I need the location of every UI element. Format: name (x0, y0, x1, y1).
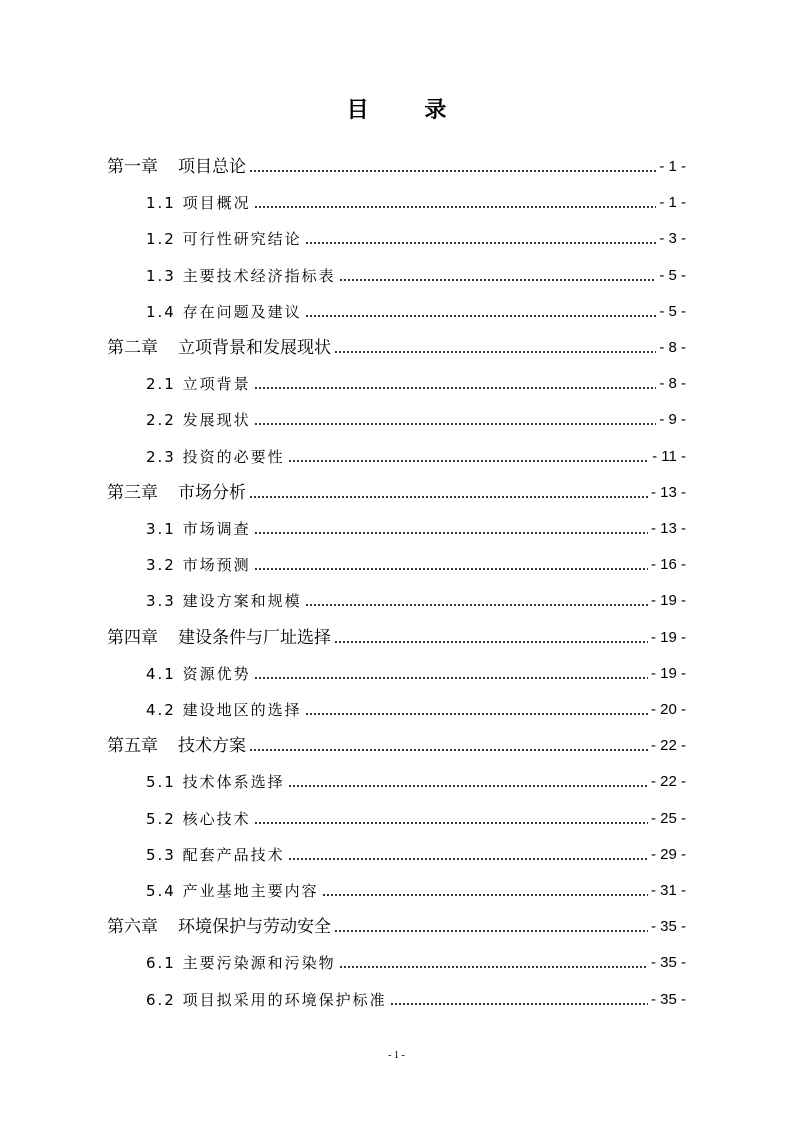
toc-chapter-number: 第三章 (107, 482, 158, 503)
toc-entry-label (107, 917, 331, 937)
toc-entry-label: 3.1 市场调查 (146, 520, 251, 538)
toc-entry-label: 1.4 存在问题及建议 (146, 302, 302, 321)
dot-leader (305, 713, 648, 715)
dot-leader (249, 749, 648, 751)
toc-chapter-entry[interactable] (107, 624, 686, 648)
dot-leader (288, 785, 648, 787)
toc-entry-label: 2.1 立项背景 (146, 375, 251, 394)
toc-section-entry[interactable] (146, 406, 686, 430)
toc-page-number: - 22 - (650, 773, 686, 791)
dot-leader (339, 279, 657, 281)
toc-entry-label: 6.1 主要污染源和污染物 (146, 954, 336, 973)
toc-page-number: - 1 - (659, 194, 686, 212)
toc-chapter-entry[interactable] (107, 334, 686, 358)
toc-section-entry[interactable] (146, 877, 686, 901)
toc-entry-label: 3.3 建设方案和规模 (146, 592, 302, 611)
toc-entry-label: 1.3 主要技术经济指标表 (146, 266, 336, 285)
toc-section-entry[interactable] (146, 696, 686, 720)
toc-page-number: - 8 - (659, 375, 686, 393)
toc-page-number: - 16 - (650, 556, 686, 574)
toc-section-entry[interactable] (146, 370, 686, 394)
toc-section-entry[interactable] (146, 515, 686, 539)
toc-page-number: - 29 - (650, 845, 686, 863)
toc-chapter-title: 建设条件与厂址选择 (178, 627, 331, 648)
dot-leader (254, 822, 648, 824)
toc-chapter-entry[interactable] (107, 913, 686, 937)
toc-page-number: - 5 - (659, 302, 686, 320)
toc-section-entry[interactable] (146, 587, 686, 611)
toc-section-entry[interactable] (146, 262, 686, 286)
toc-chapter-number: 第六章 (107, 917, 158, 938)
toc-chapter-number: 第一章 (107, 157, 158, 177)
toc-entry-label: 5.4 产业基地主要内容 (146, 882, 319, 900)
toc-chapter-title: 技术方案 (178, 736, 246, 757)
toc-section-entry[interactable] (146, 443, 686, 467)
toc-chapter-entry[interactable] (107, 479, 686, 503)
dot-leader (254, 532, 648, 534)
toc-section-entry[interactable] (146, 949, 686, 973)
toc-page-number: - 1 - (659, 158, 686, 175)
toc-section-entry[interactable] (146, 768, 686, 792)
toc-page-number: - 3 - (659, 230, 686, 248)
toc-page-number: - 35 - (650, 990, 686, 1008)
toc-section-entry[interactable] (146, 660, 686, 684)
toc-entry-label: 5.1 技术体系选择 (146, 773, 285, 792)
toc-section-entry[interactable] (146, 298, 686, 322)
toc-chapter-title: 项目总论 (178, 157, 246, 177)
toc-page-number: - 19 - (650, 592, 686, 610)
toc-page-number: - 8 - (659, 339, 686, 356)
toc-entry-label (107, 628, 331, 648)
toc-section-entry[interactable] (146, 841, 686, 865)
toc-chapter-number: 第五章 (107, 736, 158, 757)
toc-chapter-number: 第二章 (107, 338, 158, 358)
toc-page-number: - 25 - (650, 809, 686, 827)
toc-entry-label (107, 483, 246, 503)
toc-entry-label: 4.2 建设地区的选择 (146, 701, 302, 719)
dot-leader (288, 460, 649, 462)
toc-entry-label (107, 157, 246, 177)
toc-entry-label: 6.2 项目拟采用的环境保护标准 (146, 990, 387, 1009)
toc-section-entry[interactable] (146, 986, 686, 1010)
toc-entry-label: 4.1 资源优势 (146, 664, 251, 683)
page-number-footer: - 1 - (388, 1050, 405, 1061)
dot-leader (334, 641, 648, 643)
toc-chapter-title: 立项背景和发展现状 (178, 338, 331, 358)
toc-chapter-title: 环境保护与劳动安全 (178, 917, 331, 938)
toc-page-number: - 9 - (659, 411, 686, 429)
toc-chapter-title: 市场分析 (178, 482, 246, 503)
toc-page-number: - 11 - (652, 447, 686, 465)
dot-leader (334, 930, 648, 932)
toc-entry-label: 1.1 项目概况 (146, 194, 251, 213)
toc-chapter-entry[interactable] (107, 732, 686, 756)
dot-leader (254, 677, 648, 679)
toc-entry-label: 2.2 发展现状 (146, 411, 251, 430)
toc-page-number: - 22 - (650, 737, 686, 755)
toc-chapter-entry[interactable] (107, 153, 686, 177)
toc-entry-label: 3.2 市场预测 (146, 556, 251, 575)
toc-entry-label (107, 736, 246, 756)
toc-section-entry[interactable] (146, 805, 686, 829)
dot-leader (390, 1003, 648, 1005)
toc-entry-label: 1.2 可行性研究结论 (146, 230, 302, 249)
dot-leader (254, 387, 657, 389)
toc-page-number: - 19 - (650, 664, 686, 682)
toc-page-number: - 19 - (650, 628, 686, 646)
dot-leader (334, 351, 656, 353)
toc-entry-label (107, 338, 331, 358)
toc-page-number: - 35 - (650, 918, 686, 936)
toc-entry-label: 5.2 核心技术 (146, 809, 251, 828)
toc-section-entry[interactable] (146, 189, 686, 213)
dot-leader (339, 966, 648, 968)
toc-page-number: - 5 - (659, 266, 686, 284)
toc-page-number: - 13 - (650, 520, 686, 537)
page-title: 目 录 (346, 98, 471, 123)
dot-leader (254, 423, 657, 425)
dot-leader (288, 858, 648, 860)
toc-chapter-number: 第四章 (107, 627, 158, 648)
toc-entry-label: 2.3 投资的必要性 (146, 447, 285, 466)
toc-page-number: - 20 - (650, 701, 686, 718)
toc-page-number: - 31 - (650, 882, 686, 899)
dot-leader (305, 242, 657, 244)
toc-section-entry[interactable] (146, 225, 686, 249)
dot-leader (249, 170, 656, 172)
dot-leader (254, 206, 657, 208)
dot-leader (249, 496, 648, 498)
dot-leader (322, 894, 648, 896)
dot-leader (305, 315, 657, 317)
toc-entry-label: 5.3 配套产品技术 (146, 845, 285, 864)
dot-leader (305, 604, 648, 606)
toc-page-number: - 13 - (650, 483, 686, 501)
toc-page-number: - 35 - (650, 954, 686, 972)
dot-leader (254, 568, 648, 570)
toc-section-entry[interactable] (146, 551, 686, 575)
